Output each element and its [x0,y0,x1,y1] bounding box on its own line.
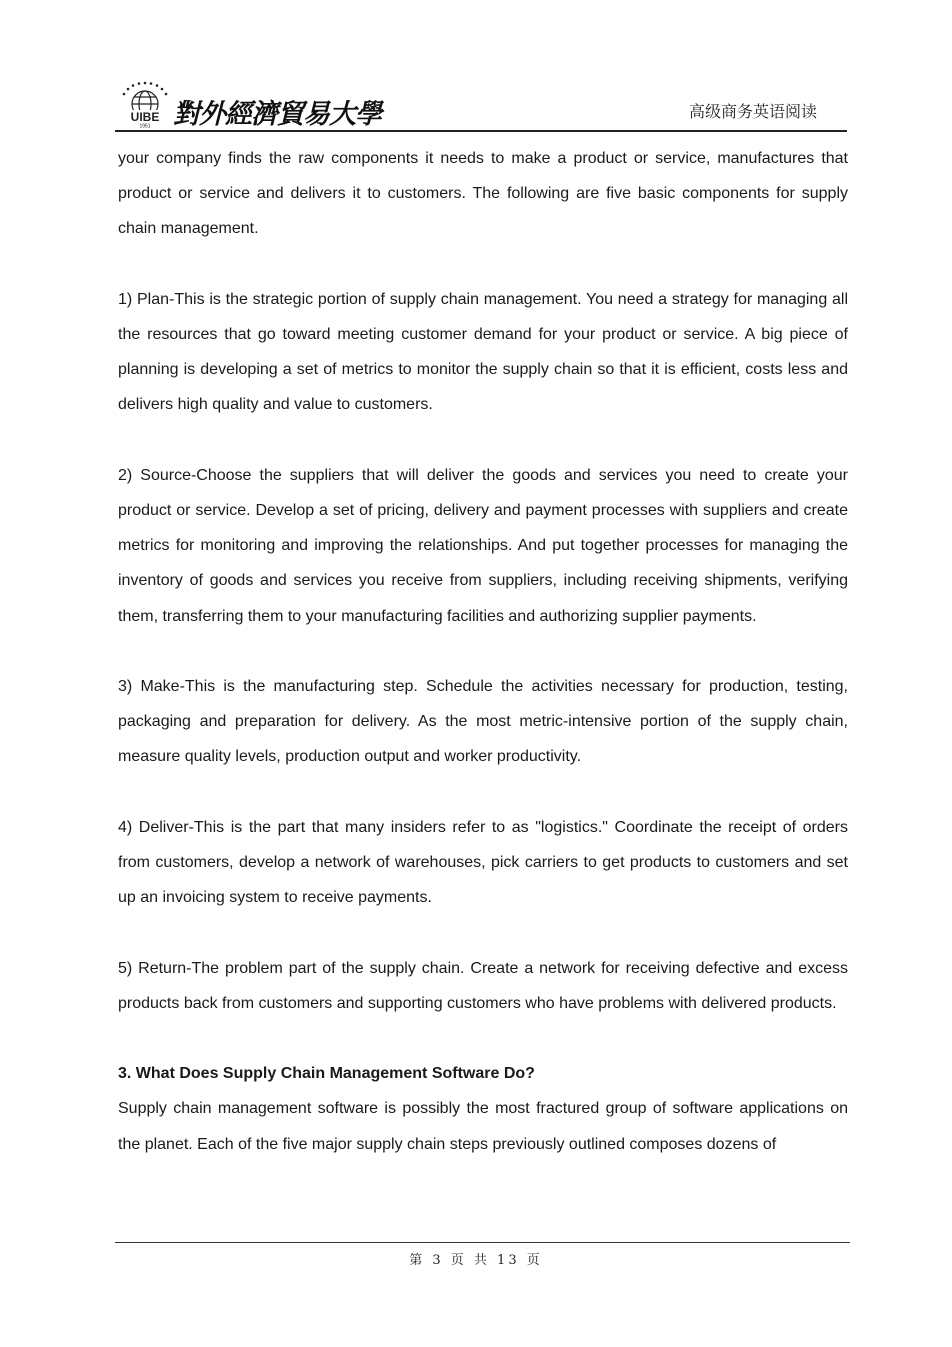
footer-divider [115,1242,850,1243]
university-name: 對外經濟貿易大學 [173,99,381,130]
page-header [115,78,847,132]
logo-year: 1951 [139,123,151,128]
university-logo [115,80,175,128]
logo-text: UIBE [130,110,160,124]
plan-paragraph: 1) Plan-This is the strategic portion of supply chain management. You need a strategy for managing all the resources that go toward meeting customer demand for your product or service. A big piece of planning is developing a set of metrics to monitor the supply chain so that it is efficient, costs less and delivers high quality and value to customers. [118,290,848,414]
return-paragraph: 5) Return-The problem part of the supply chain. Create a network for receiving defective and excess products back from customers and supporting customers who have problems with delivered products. [118,959,848,1012]
intro-paragraph: your company finds the raw components it needs to make a product or service, manufactures that product or service and delivers it to customers. The following are five basic components for supply chain management. [118,150,848,238]
deliver-paragraph: 4) Deliver-This is the part that many insiders refer to as "logistics." Coordinate the receipt of orders from customers, develop a network of warehouses, pick carriers to get products to customers and set up an invoicing system to receive payments. [118,818,848,907]
page-number: 第 3 页 共 13 页 [409,1253,543,1268]
section-paragraph: Supply chain management software is possibly the most fractured group of software applications on the planet. Each of the five major supply chain steps previously outlined composes dozens of [118,1100,848,1153]
source-paragraph: 2) Source-Choose the suppliers that will deliver the goods and services you need to create your product or service. Develop a set of pricing, delivery and payment processes with suppliers and create metrics for monitoring and improving the relationships. And put together processes for managing the inventory of goods and services you receive from suppliers, including receiving shipments, verifying them, transferring them to your manufacturing facilities and authorizing supplier payments. [118,466,848,625]
section-heading: 3. What Does Supply Chain Management Software Do? [118,1065,535,1083]
document-body [118,141,848,1162]
make-paragraph: 3) Make-This is the manufacturing step. Schedule the activities necessary for production, testing, packaging and preparation for delivery. As the most metric-intensive portion of the supply chain, measure quality levels, production output and worker productivity. [118,678,848,766]
course-title: 高级商务英语阅读 [688,104,817,121]
